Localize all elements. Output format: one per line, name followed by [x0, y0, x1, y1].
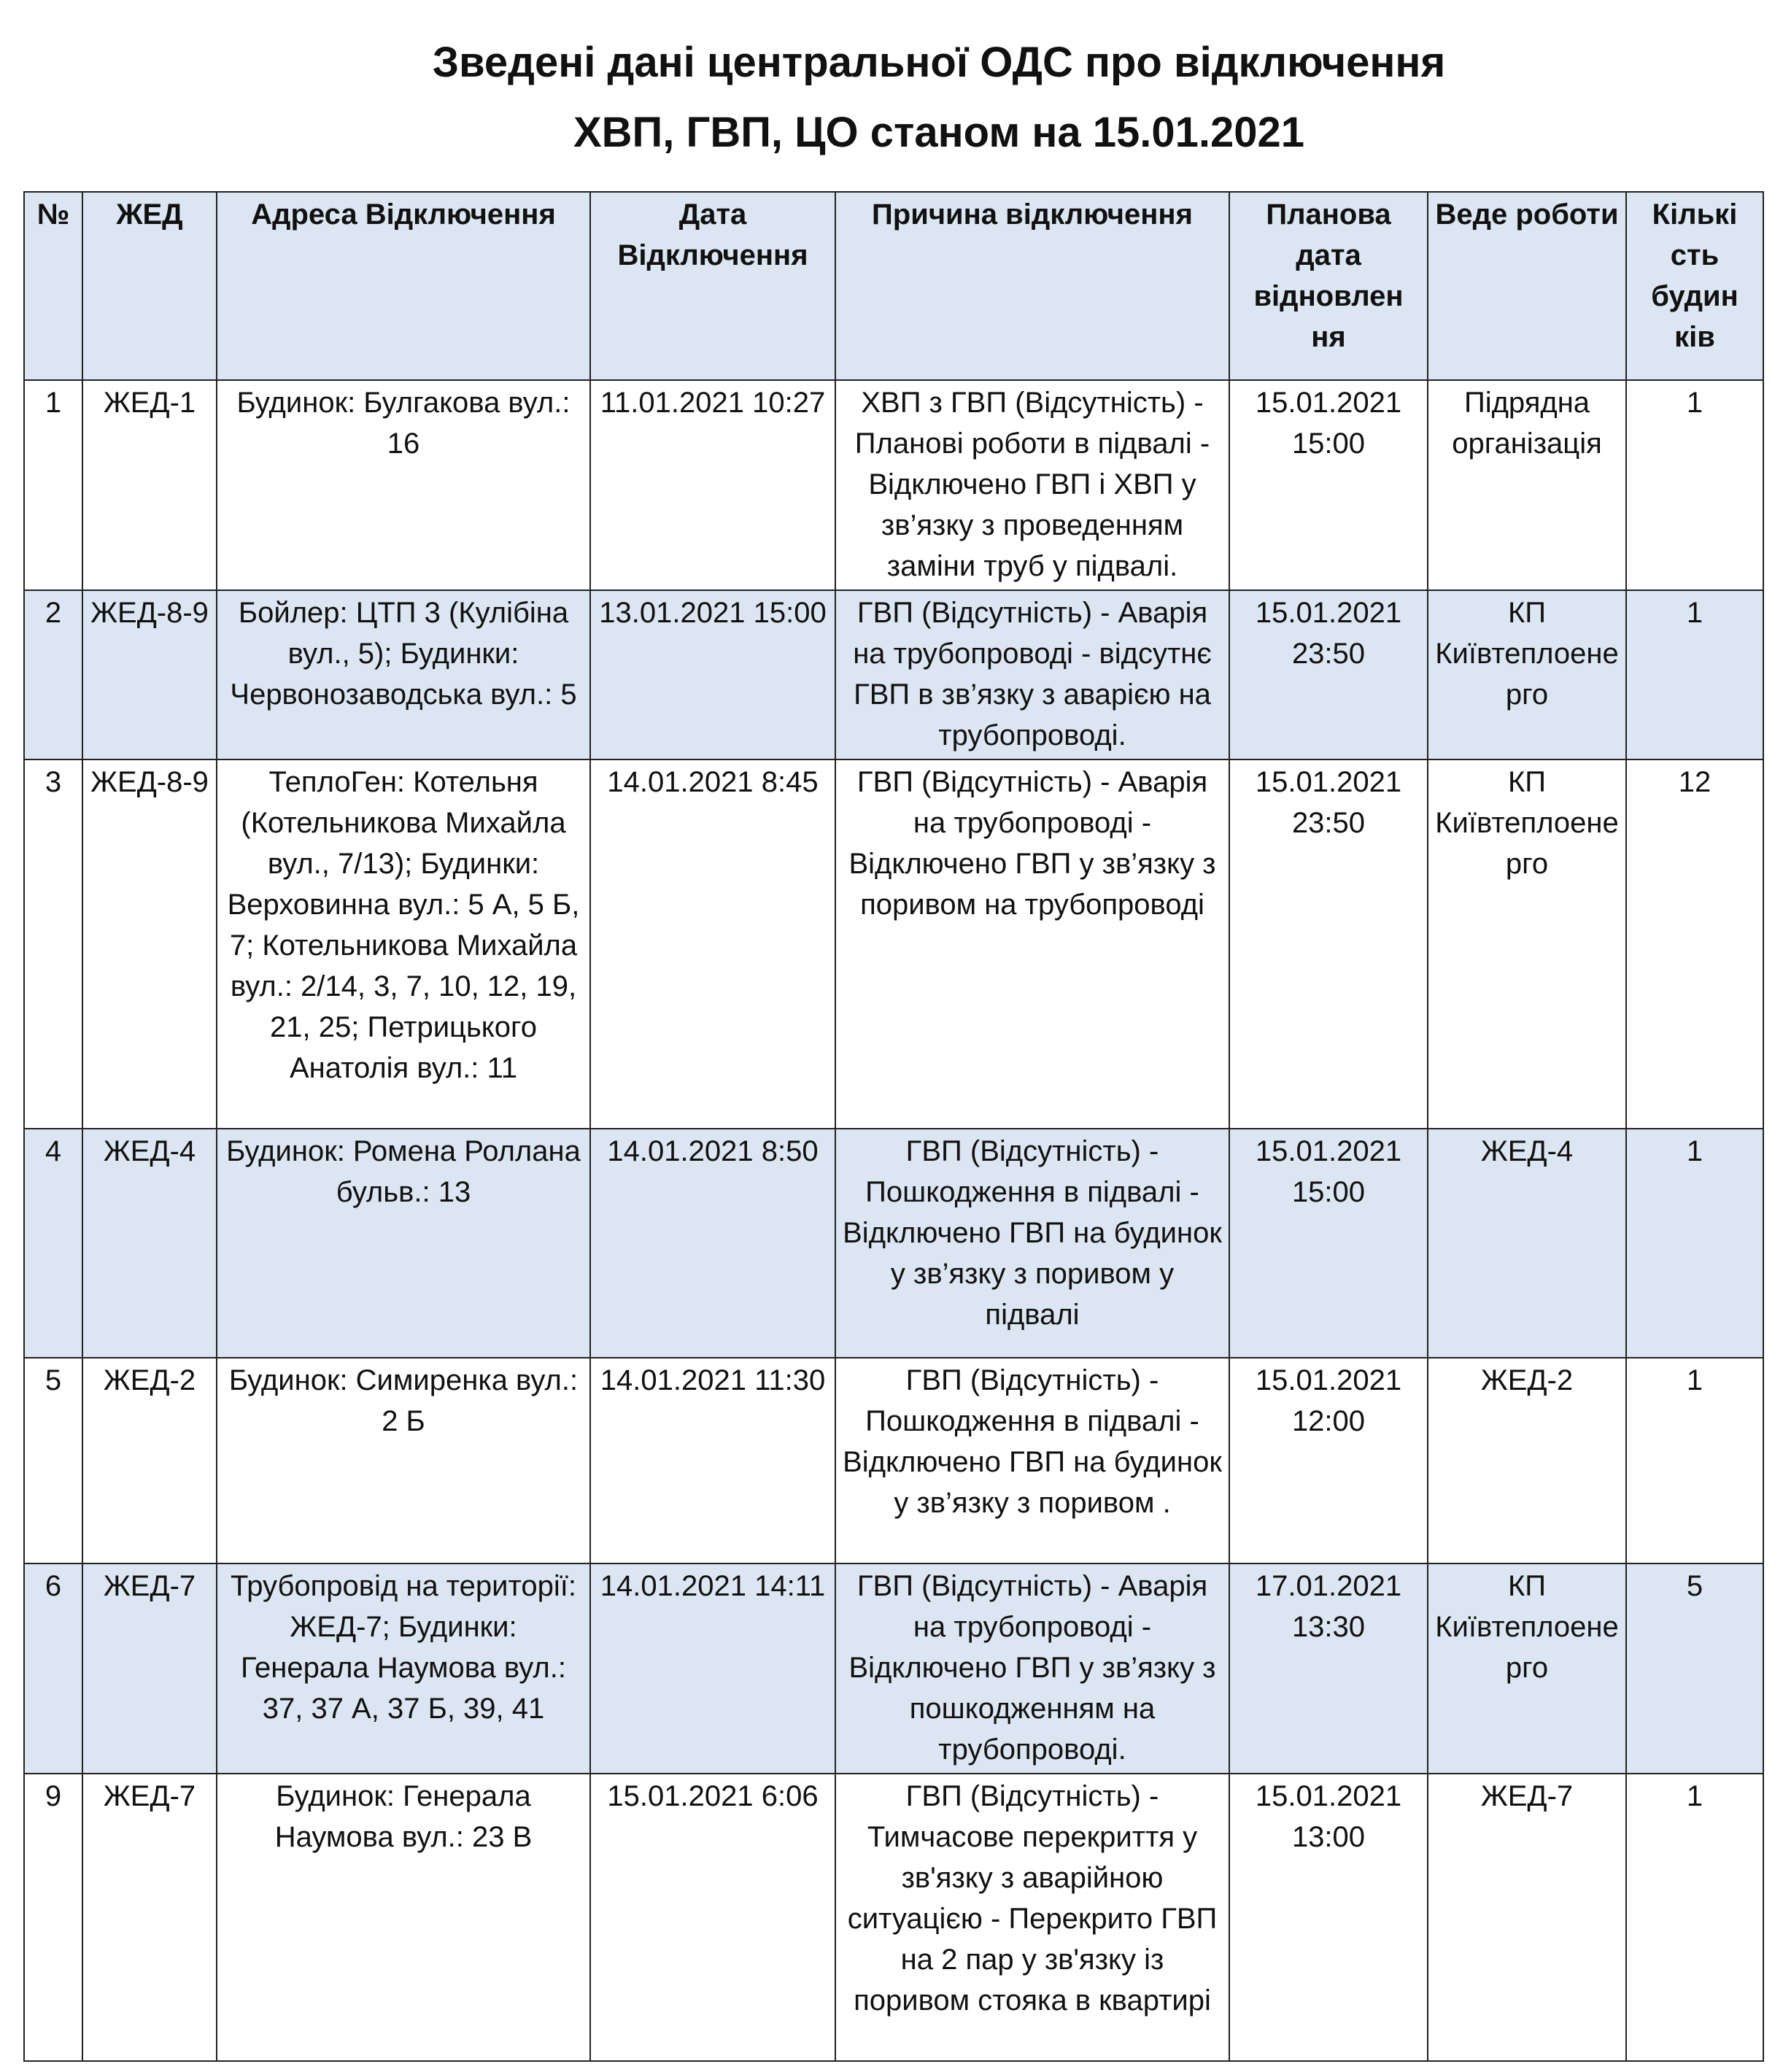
cell-planned-date: 15.01.2021 23:50: [1229, 590, 1428, 759]
cell-num: 2: [24, 590, 82, 759]
cell-address: ТеплоГен: Котельня (Котельникова Михайла вул., 7/13); Будинки: Верховинна вул.: 5 А, 5 Б, 7; Котельникова Михайла вул.: 2/14, 3, 7, 10, 12, 19, 21, 25; Петрицького Анатолія вул.: 11: [217, 759, 590, 1129]
cell-building-count: 1: [1626, 1129, 1763, 1358]
cell-date: 13.01.2021 15:00: [590, 590, 835, 759]
header-date: Дата Відключення: [590, 192, 835, 380]
table-row: [24, 1129, 1763, 1358]
cell-date: 14.01.2021 8:50: [590, 1129, 835, 1358]
cell-planned-date: 15.01.2021 23:50: [1229, 759, 1428, 1129]
cell-reason: ГВП (Відсутність) - Тимчасове перекриття у зв'язку з аварійною ситуацією - Перекрито ГВП на 2 пар у зв'язку із поривом стояка в квартирі: [835, 1774, 1229, 2061]
cell-planned-date: 15.01.2021 12:00: [1229, 1358, 1428, 1563]
cell-jed: ЖЕД-2: [82, 1358, 217, 1563]
cell-jed: ЖЕД-7: [82, 1774, 217, 2061]
cell-planned-date: 15.01.2021 15:00: [1229, 1129, 1428, 1358]
cell-date: 14.01.2021 14:11: [590, 1563, 835, 1774]
cell-reason: ГВП (Відсутність) - Аварія на трубопроводі - відсутнє ГВП в зв’язку з аварією на трубопроводі.: [835, 590, 1229, 759]
cell-jed: ЖЕД-7: [82, 1563, 217, 1774]
header-building-count: Кількі сть будин ків: [1626, 192, 1763, 380]
cell-contractor: ЖЕД-2: [1428, 1358, 1626, 1563]
cell-planned-date: 15.01.2021 13:00: [1229, 1774, 1428, 2061]
cell-num: 4: [24, 1129, 82, 1358]
table-row: [24, 590, 1763, 759]
page-title-line-2: ХВП, ГВП, ЦО станом на 15.01.2021: [573, 109, 1305, 156]
cell-reason: ГВП (Відсутність) - Пошкодження в підвалі - Відключено ГВП на будинок у зв’язку з поривом у підвалі: [835, 1129, 1229, 1358]
cell-contractor: ЖЕД-4: [1428, 1129, 1626, 1358]
table-row: [24, 1563, 1763, 1774]
cell-contractor: КП Київтеплоенерго: [1428, 759, 1626, 1129]
cell-reason: ГВП (Відсутність) - Аварія на трубопроводі - Відключено ГВП у зв’язку з поривом на трубопроводі: [835, 759, 1229, 1129]
cell-reason: ГВП (Відсутність) - Аварія на трубопроводі - Відключено ГВП у зв’язку з пошкодженням на трубопроводі.: [835, 1563, 1229, 1774]
cell-reason: ГВП (Відсутність) - Пошкодження в підвалі - Відключено ГВП на будинок у зв’язку з поривом .: [835, 1358, 1229, 1563]
cell-contractor: ЖЕД-7: [1428, 1774, 1626, 2061]
cell-date: 14.01.2021 8:45: [590, 759, 835, 1129]
cell-building-count: 12: [1626, 759, 1763, 1129]
cell-address: Будинок: Булгакова вул.: 16: [217, 380, 590, 590]
table-row: [24, 1774, 1763, 2061]
cell-address: Трубопровід на території: ЖЕД-7; Будинки: Генерала Наумова вул.: 37, 37 А, 37 Б, 39, 41: [217, 1563, 590, 1774]
cell-address: Бойлер: ЦТП 3 (Кулібіна вул., 5); Будинки: Червонозаводська вул.: 5: [217, 590, 590, 759]
header-contractor: Веде роботи: [1428, 192, 1626, 380]
cell-num: 6: [24, 1563, 82, 1774]
cell-contractor: КП Київтеплоенерго: [1428, 590, 1626, 759]
page-title: [0, 28, 1783, 168]
cell-date: 15.01.2021 6:06: [590, 1774, 835, 2061]
header-address: Адреса Відключення: [217, 192, 590, 380]
table-header-row: [24, 192, 1763, 380]
cell-address: Будинок: Ромена Роллана бульв.: 13: [217, 1129, 590, 1358]
cell-address: Будинок: Симиренка вул.: 2 Б: [217, 1358, 590, 1563]
table-row: [24, 759, 1763, 1129]
page-title-line-1: Зведені дані центральної ОДС про відключення: [432, 39, 1446, 86]
cell-num: 9: [24, 1774, 82, 2061]
cell-building-count: 5: [1626, 1563, 1763, 1774]
cell-date: 11.01.2021 10:27: [590, 380, 835, 590]
cell-jed: ЖЕД-4: [82, 1129, 217, 1358]
header-reason: Причина відключення: [835, 192, 1229, 380]
cell-building-count: 1: [1626, 380, 1763, 590]
cell-address: Будинок: Генерала Наумова вул.: 23 В: [217, 1774, 590, 2061]
cell-contractor: Підрядна організація: [1428, 380, 1626, 590]
table-row: [24, 380, 1763, 590]
table-row: [24, 1358, 1763, 1563]
cell-num: 1: [24, 380, 82, 590]
header-planned-date: Планова дата відновлен ня: [1229, 192, 1428, 380]
header-jed: ЖЕД: [82, 192, 217, 380]
cell-reason: ХВП з ГВП (Відсутність) - Планові роботи в підвалі - Відключено ГВП і ХВП у зв’язку з проведенням заміни труб у підвалі.: [835, 380, 1229, 590]
cell-jed: ЖЕД-8-9: [82, 759, 217, 1129]
cell-num: 3: [24, 759, 82, 1129]
cell-building-count: 1: [1626, 1358, 1763, 1563]
cell-planned-date: 17.01.2021 13:30: [1229, 1563, 1428, 1774]
header-num: №: [24, 192, 82, 380]
cell-building-count: 1: [1626, 1774, 1763, 2061]
cell-jed: ЖЕД-1: [82, 380, 217, 590]
outage-table: [23, 191, 1764, 2062]
cell-num: 5: [24, 1358, 82, 1563]
cell-building-count: 1: [1626, 590, 1763, 759]
cell-contractor: КП Київтеплоенерго: [1428, 1563, 1626, 1774]
cell-planned-date: 15.01.2021 15:00: [1229, 380, 1428, 590]
cell-jed: ЖЕД-8-9: [82, 590, 217, 759]
cell-date: 14.01.2021 11:30: [590, 1358, 835, 1563]
